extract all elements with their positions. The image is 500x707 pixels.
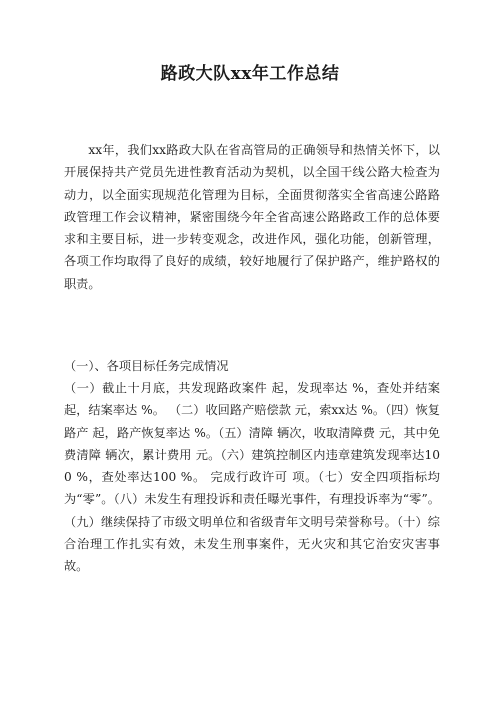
document-title: 路政大队xx年工作总结: [160, 64, 340, 84]
section-paragraph: （一）截止十月底，共发现路政案件 起，发现率达 %，查处并结案 起，结案率达 %。 （二）收回路产赔偿款 元，索xx达 %。（四）恢复路产 起，路产恢复率达 %。（五）清障 辆次，收取清障费 元，其中免费清障 辆次，累计费用 元。（六）建筑控制区内违章建筑发现率达100 %，查处率达100 %。 完成行政许可 项。（七）安全四项指标均为“零”。（八）未发生有理投诉和责任曝光事件，有理投诉率为“零”。（九）继续保持了市级文明单位和省级青年文明号荣誉称号。（十）综合治理工作扎实有效，未发生刑事案件，无火灾和其它治安灾害事故。: [64, 381, 440, 574]
section-heading: （一）、各项目标任务完成情况: [64, 359, 229, 373]
intro-paragraph: xx年，我们xx路政大队在省高管局的正确领导和热情关怀下，以开展保持共产党员先进性教育活动为契机，以全国干线公路大检查为动力，以全面实现规范化管理为目标，全面贯彻落实全省高速公路路政管理工作会议精神，紧密围绕今年全省高速公路路政工作的总体要求和主要目标，进一步转变观念，改进作风，强化功能，创新管理，各项工作均取得了良好的成绩，较好地履行了保护路产，维护路权的职责。: [64, 143, 440, 291]
